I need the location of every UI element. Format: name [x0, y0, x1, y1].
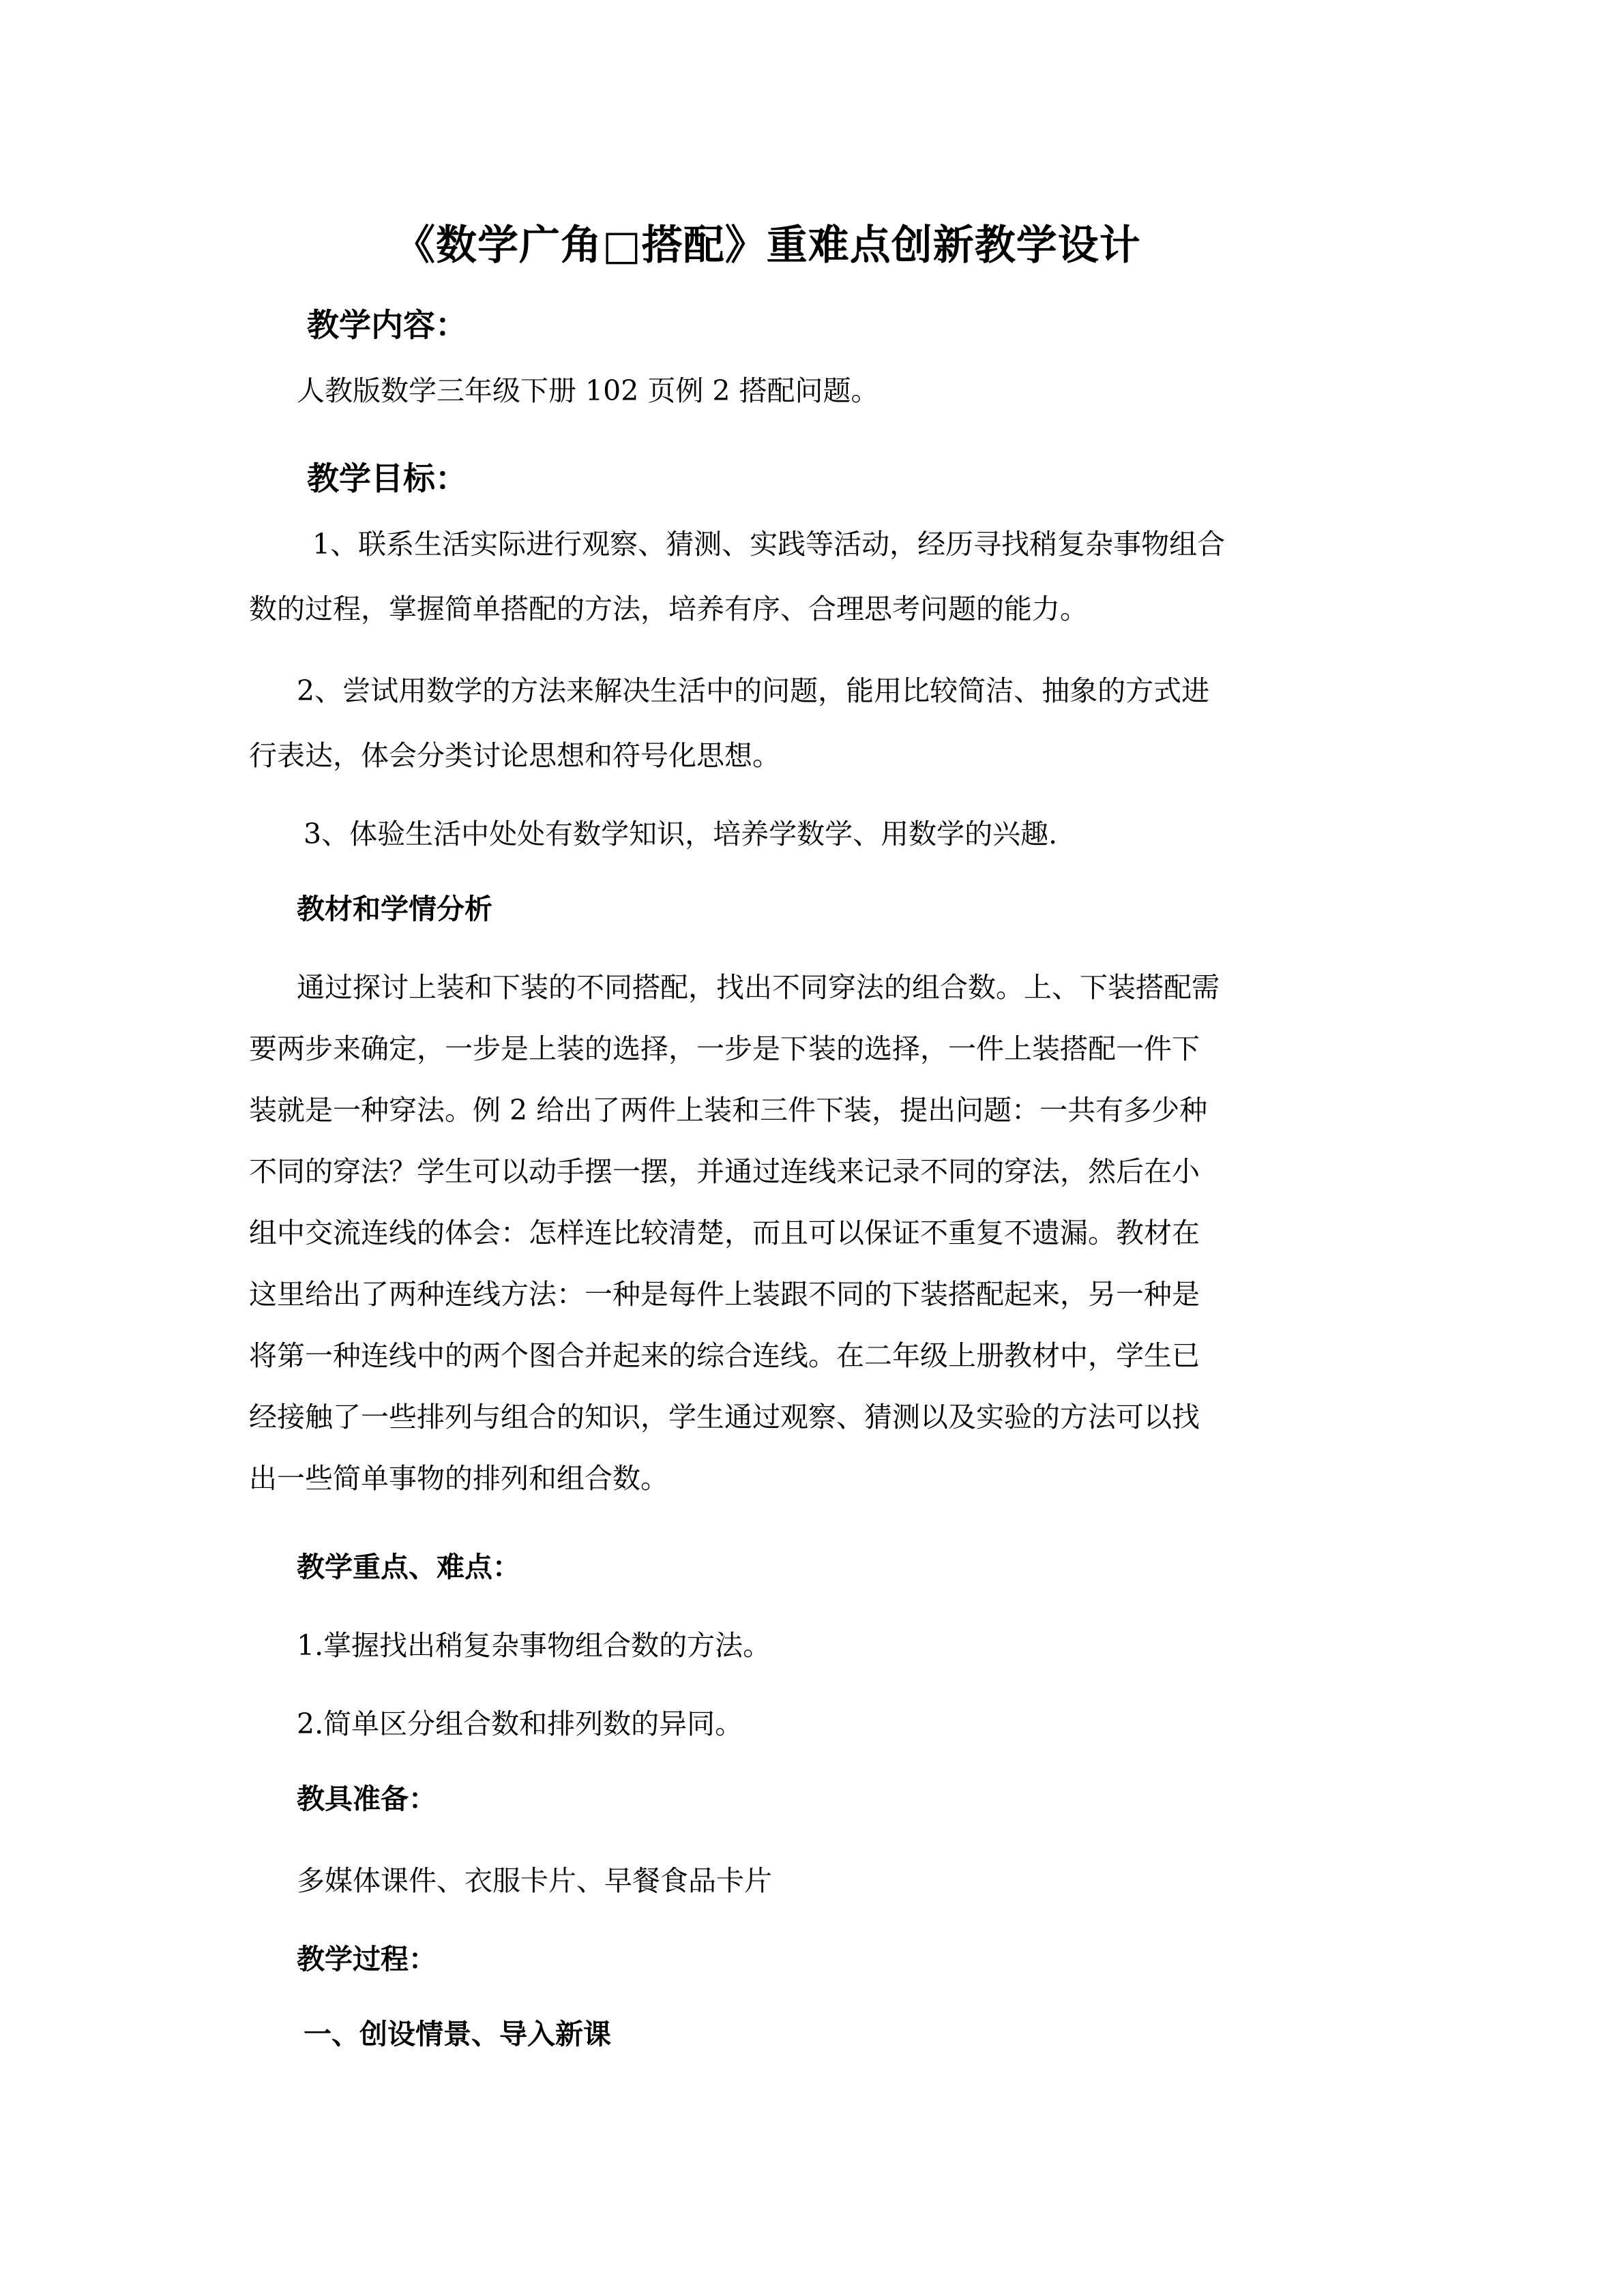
goal-1-line-1: 1、联系生活实际进行观察、猜测、实践等活动，经历寻找稍复杂事物组合 — [312, 528, 1226, 561]
analysis-line: 这里给出了两种连线方法：一种是每件上装跟不同的下装搭配起来，另一种是 — [249, 1278, 1200, 1311]
teaching-goals-heading: 教学目标： — [307, 460, 467, 498]
analysis-line: 组中交流连线的体会：怎样连比较清楚，而且可以保证不重复不遗漏。教材在 — [249, 1217, 1200, 1249]
key-point-2: 2.简单区分组合数和排列数的异同。 — [297, 1708, 743, 1740]
teaching-content-text: 人教版数学三年级下册 102 页例 2 搭配问题。 — [297, 374, 879, 407]
analysis-line: 不同的穿法？学生可以动手摆一摆，并通过连线来记录不同的穿法，然后在小 — [249, 1155, 1200, 1188]
teaching-content-heading: 教学内容： — [307, 307, 467, 344]
goal-3: 3、体验生活中处处有数学知识，培养学数学、用数学的兴趣. — [304, 818, 1058, 850]
analysis-line: 出一些简单事物的排列和组合数。 — [249, 1462, 668, 1495]
process-step-1: 一、创设情景、导入新课 — [304, 2018, 611, 2051]
teaching-tools-text: 多媒体课件、衣服卡片、早餐食品卡片 — [297, 1864, 772, 1897]
teaching-process-heading: 教学过程： — [297, 1943, 437, 1976]
teaching-tools-heading: 教具准备： — [297, 1783, 437, 1815]
key-point-1: 1.掌握找出稍复杂事物组合数的方法。 — [297, 1629, 771, 1662]
analysis-line: 要两步来确定，一步是上装的选择，一步是下装的选择，一件上装搭配一件下 — [249, 1032, 1200, 1065]
analysis-heading: 教材和学情分析 — [297, 893, 492, 925]
key-points-heading: 教学重点、难点： — [297, 1551, 520, 1583]
analysis-line: 装就是一种穿法。例 2 给出了两件上装和三件下装，提出问题：一共有多少种 — [249, 1094, 1208, 1127]
analysis-line: 将第一种连线中的两个图合并起来的综合连线。在二年级上册教材中，学生已 — [249, 1339, 1200, 1372]
goal-2-line-1: 2、尝试用数学的方法来解决生活中的问题，能用比较简洁、抽象的方式进 — [297, 674, 1210, 707]
goal-2-line-2: 行表达，体会分类讨论思想和符号化思想。 — [249, 739, 780, 772]
goal-1-line-2: 数的过程，掌握简单搭配的方法，培养有序、合理思考问题的能力。 — [249, 593, 1088, 625]
analysis-line: 经接触了一些排列与组合的知识，学生通过观察、猜测以及实验的方法可以找 — [249, 1401, 1200, 1433]
analysis-line: 通过探讨上装和下装的不同搭配，找出不同穿法的组合数。上、下装搭配需 — [297, 971, 1220, 1004]
document-title: 《数学广角□搭配》重难点创新教学设计 — [394, 222, 1141, 269]
